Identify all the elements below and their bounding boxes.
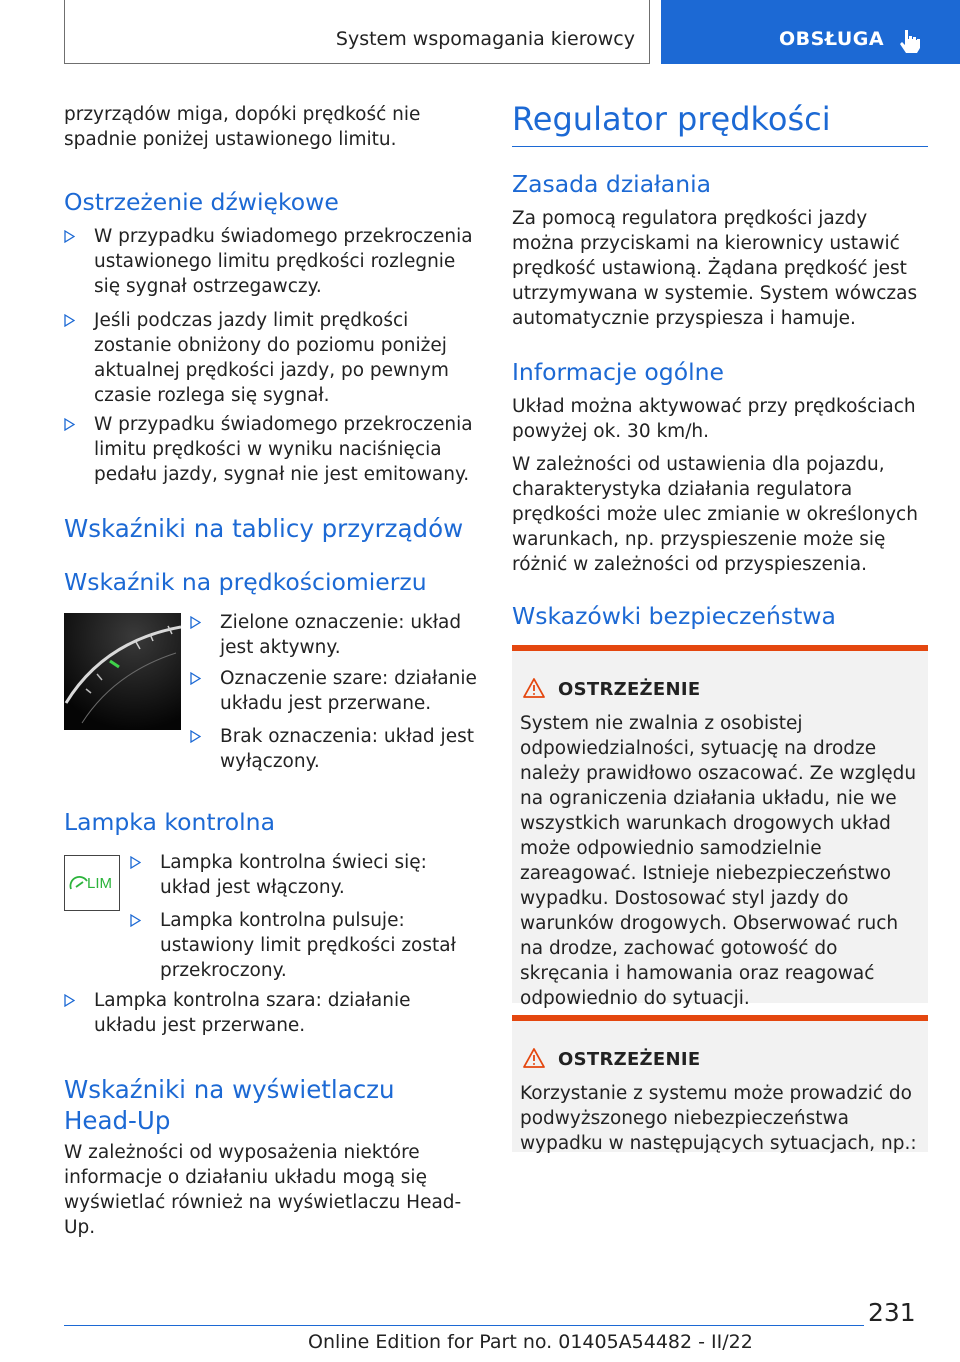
header-section-box <box>64 0 650 64</box>
warning-1-title: OSTRZEŻENIE <box>558 679 701 700</box>
list-triangle-icon <box>130 856 141 869</box>
general-info-text-2: W zależności od ustawienia dla pojazdu, charakterystyka działania regulatora prędkości może ulec zmianie w określonych warunkach, np. przyspieszenie może się różnić w zależności od przyspieszenia. <box>512 454 918 575</box>
list-item: W przypadku świadomego przekroczenia limitu prędkości w wyniku naciśnięcia pedału jazdy, sygnał nie jest emitowany. <box>64 412 478 487</box>
warning-box-1 <box>512 645 928 1009</box>
list-item: Zielone oznaczenie: układ jest aktywny. <box>190 610 478 660</box>
heading-acoustic-warning: Ostrzeżenie dźwiękowe <box>64 188 339 216</box>
list-item: Lampka kontrolna świeci się: układ jest włączony. <box>130 850 478 900</box>
heading-instrument-indicators: Wskaźniki na tablicy przyrządów <box>64 514 464 543</box>
list-item: Oznaczenie szare: działanie układu jest przerwane. <box>190 666 478 716</box>
warning-1-text: System nie zwalnia z osobistej odpowiedzialności, sytuację na drodze należy prawidłowo oszacować. Ze względu na ograniczenia działania układu, nie we wszystkich warunkach drogowych układ może odpowiednio samodzielnie zareagować. Istnieje niebezpieczeństwo wypadku. Dostosować styl jazdy do warunków drogowych. Obserwować ruch na drodze, zachować gotowość do skręcania i hamowania oraz reagować odpowiednio do sytuacji. <box>520 713 917 1009</box>
head-up-text: W zależności od wyposażenia niektóre informacje o działaniu układu mogą się wyświetlać również na wyświetlaczu Head-Up. <box>64 1142 462 1238</box>
list-item: Jeśli podczas jazdy limit prędkości zostanie obniżony do poziomu poniżej aktualnej prędkości jazdy, po pewnym czasie rozlega się sygnał. <box>64 308 478 408</box>
list-triangle-icon <box>190 672 201 685</box>
warning-box-2 <box>512 1015 928 1152</box>
lim-indicator-icon: LIM <box>64 855 120 911</box>
principle-text: Za pomocą regulatora prędkości jazdy można przyciskami na kierownicy ustawić prędkość ustawioną. Żądana prędkość jest utrzymywana w systemie. System wówczas automatycznie przyspiesza i hamuje. <box>512 208 918 329</box>
heading-safety-notes: Wskazówki bezpieczeństwa <box>512 602 836 630</box>
heading-general-info: Informacje ogólne <box>512 358 724 386</box>
operation-tab-label: OBSŁUGA <box>779 28 885 50</box>
list-item: W przypadku świadomego przekroczenia ustawionego limitu prędkości rozlegnie się sygnał ostrzegawczy. <box>64 224 478 299</box>
list-triangle-icon <box>64 994 75 1007</box>
speedometer-image <box>64 613 181 730</box>
heading-head-up-indicators: Wskaźniki na wyświetlaczu Head-Up <box>64 1075 395 1135</box>
list-triangle-icon <box>130 914 141 927</box>
warning-triangle-icon <box>522 677 546 699</box>
hand-pointer-icon <box>898 28 922 54</box>
warning-2-title: OSTRZEŻENIE <box>558 1049 701 1070</box>
heading-indicator-lamp: Lampka kontrolna <box>64 808 275 836</box>
warning-2-text: Korzystanie z systemu może prowadzić do podwyższonego niebezpieczeństwa wypadku w następujących sytuacjach, np.: <box>520 1083 917 1154</box>
list-triangle-icon <box>64 418 75 431</box>
list-item: Lampka kontrolna pulsuje: ustawiony limit prędkości został przekroczony. <box>130 908 478 983</box>
list-triangle-icon <box>64 314 75 327</box>
speed-gauge-icon <box>69 873 89 893</box>
heading-underline <box>512 146 928 147</box>
list-item: Brak oznaczenia: układ jest wyłączony. <box>190 724 478 774</box>
list-item: Lampka kontrolna szara: działanie układu jest przerwane. <box>64 988 478 1038</box>
general-info-text-1: Układ można aktywować przy prędkościach powyżej ok. 30 km/h. <box>512 396 916 442</box>
intro-text: przyrządów miga, dopóki prędkość nie spadnie poniżej ustawionego limitu. <box>64 104 421 150</box>
heading-cruise-control: Regulator prędkości <box>512 100 831 138</box>
list-triangle-icon <box>64 230 75 243</box>
operation-tab[interactable] <box>661 0 960 64</box>
heading-speedometer-indicator: Wskaźnik na prędkościomierzu <box>64 568 427 596</box>
list-triangle-icon <box>190 616 201 629</box>
list-triangle-icon <box>190 730 201 743</box>
section-title: System wspomagania kierowcy <box>335 28 635 50</box>
warning-triangle-icon <box>522 1047 546 1069</box>
footer-rule <box>64 1325 864 1326</box>
page-number: 231 <box>868 1298 916 1327</box>
heading-principle: Zasada działania <box>512 170 712 198</box>
edition-text: Online Edition for Part no. 01405A54482 - II/22 <box>308 1331 753 1353</box>
